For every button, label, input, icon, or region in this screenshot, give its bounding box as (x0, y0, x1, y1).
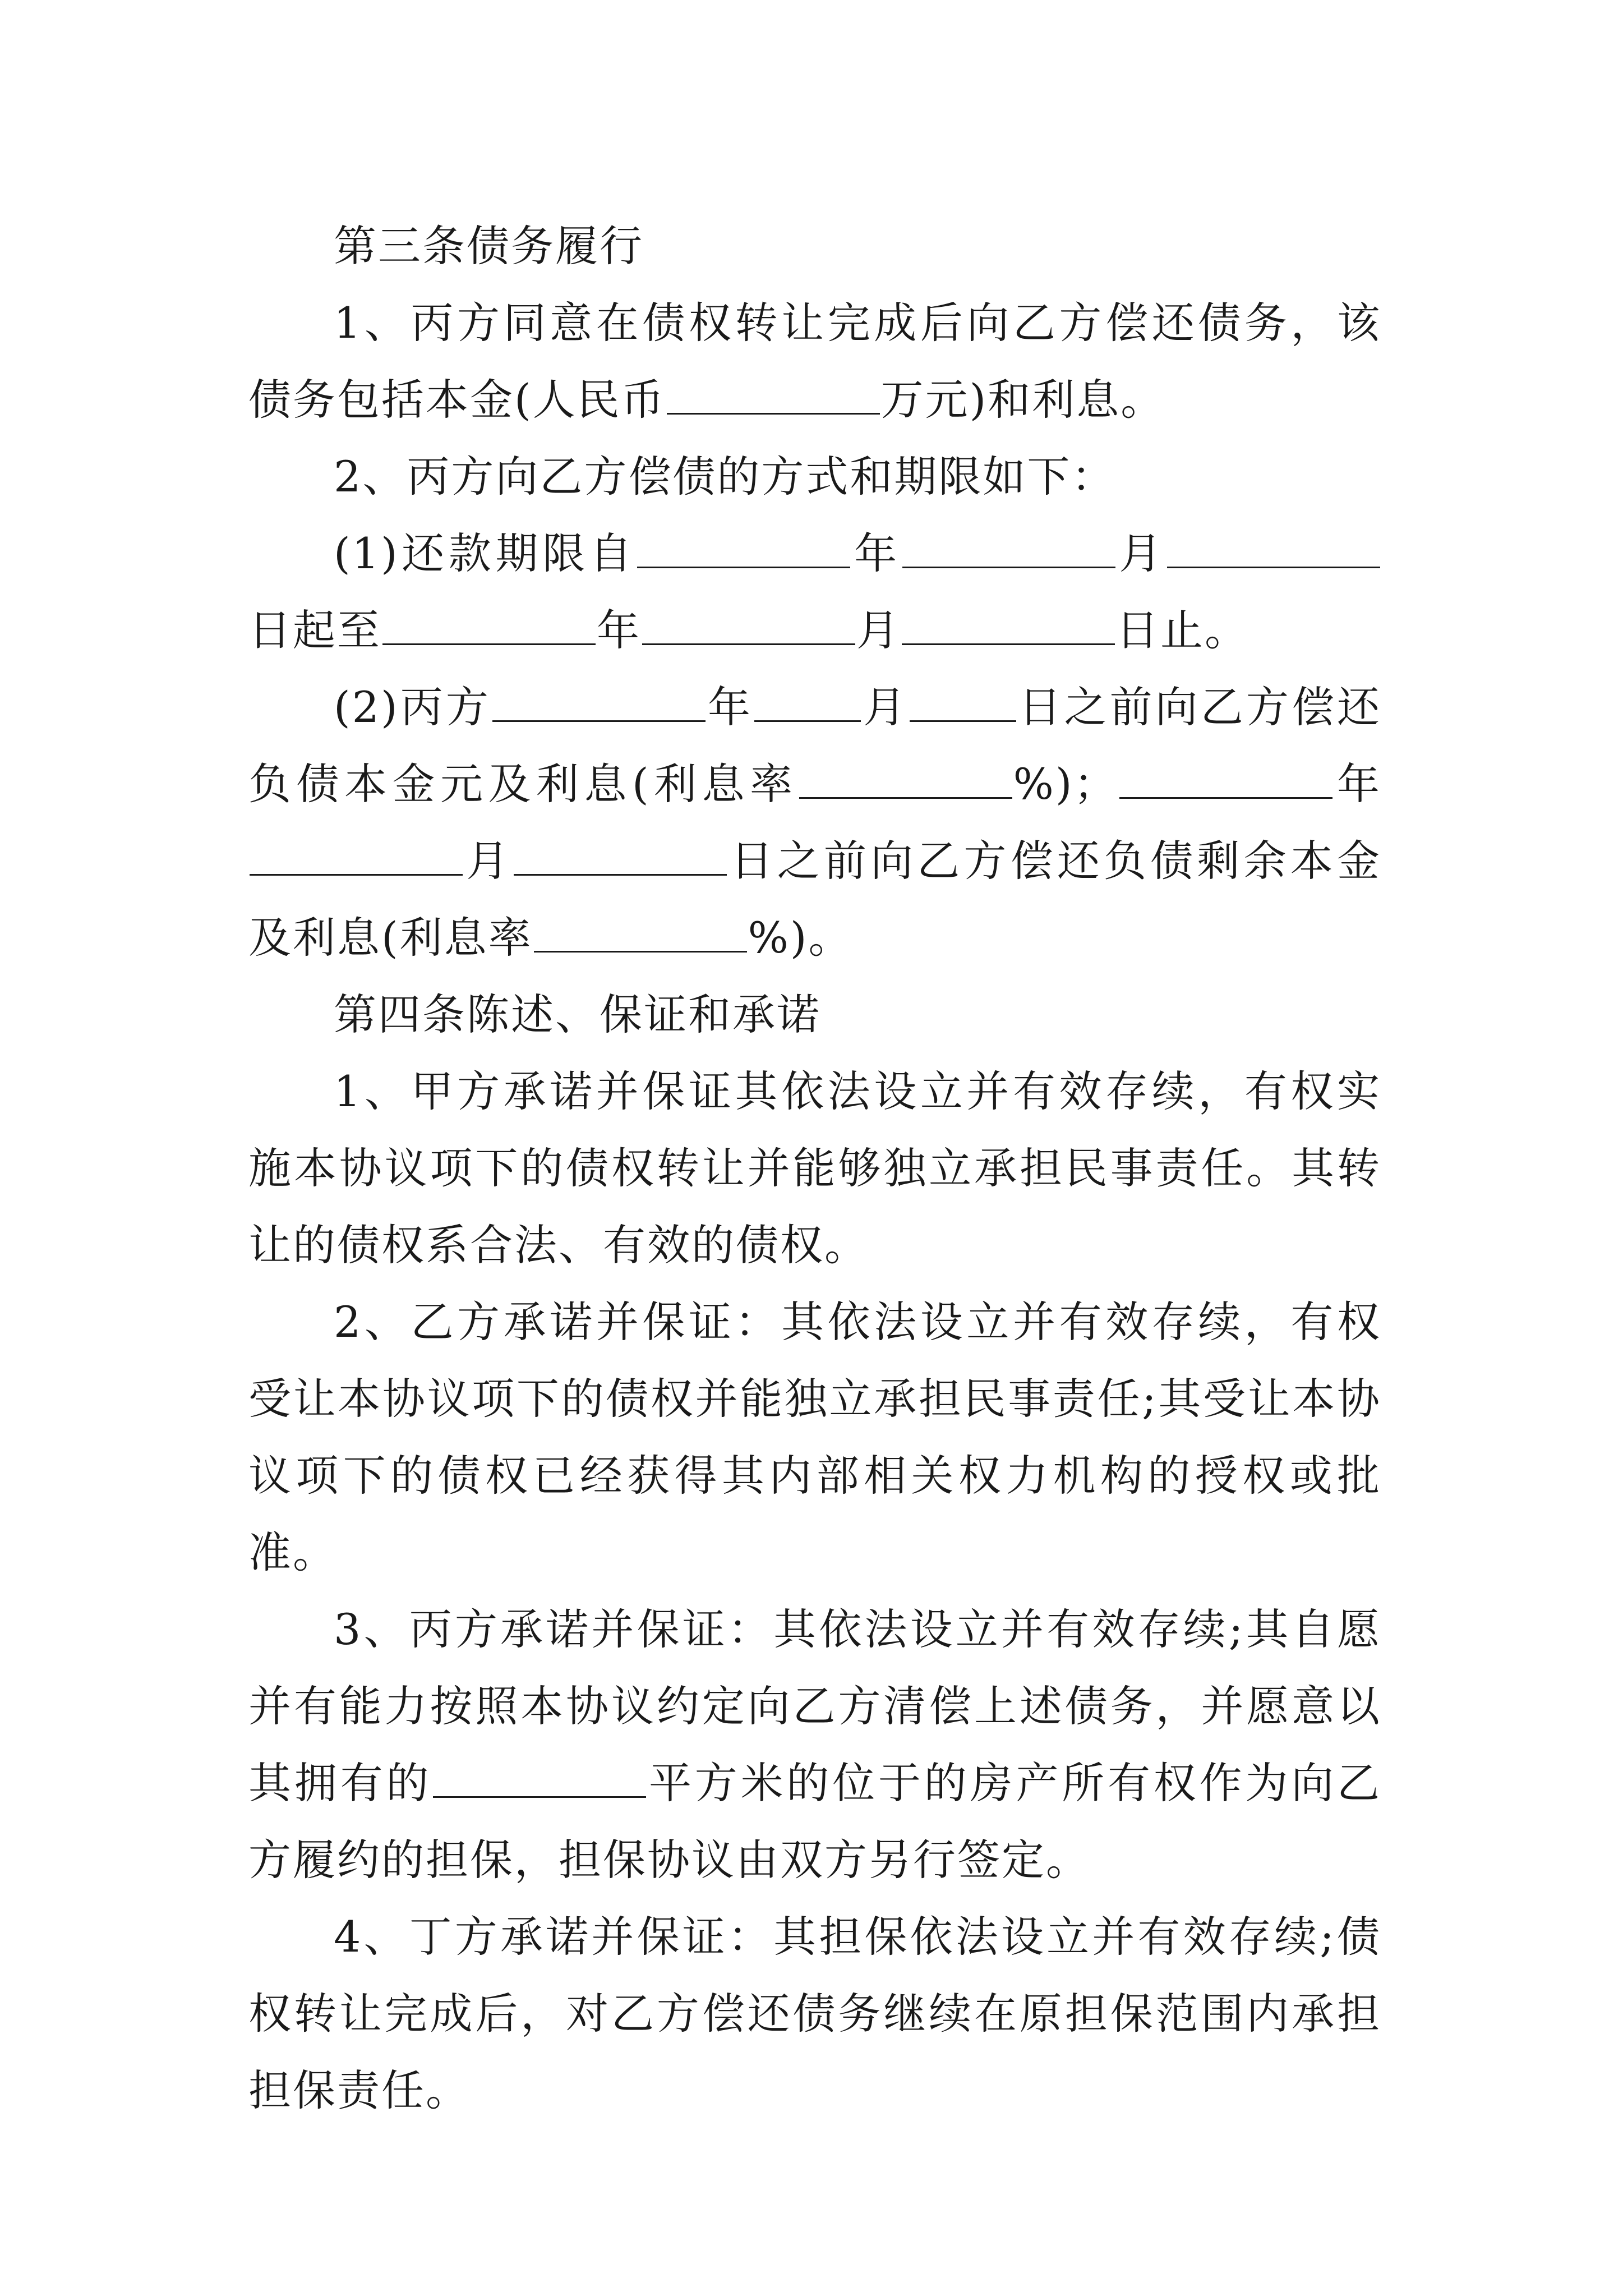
clause-text: 年 (706, 682, 754, 732)
article-3-clause-2-2 (248, 669, 1381, 976)
clause-text: 年 (851, 528, 901, 578)
second-payment-year-blank (1119, 762, 1332, 799)
start-month-blank (902, 532, 1115, 568)
first-payment-day-blank (910, 685, 1016, 722)
article-4-heading (248, 976, 1381, 1053)
first-payment-month-blank (754, 685, 861, 722)
clause-text: 日起至 (248, 605, 381, 655)
clause-text: 1、丙方同意在债权转让完成后向乙方偿还债务，该债务包括本金(人民币 (248, 298, 1381, 425)
article-4-clause-2 (248, 1283, 1381, 1591)
start-year-blank (637, 532, 850, 568)
clause-text: 4、丁方承诺并保证：其担保依法设立并有效存续;债权转让完成后，对乙方偿还债务继续在原担保范围内承担担保责任。 (248, 1912, 1381, 2115)
clause-text: (2)丙方 (334, 682, 491, 732)
article-4-heading-text: 第四条陈述、保证和承诺 (334, 990, 821, 1039)
clause-text: 月 (464, 836, 513, 886)
article-3-clause-1 (248, 284, 1381, 438)
clause-text: (1)还款期限自 (334, 528, 637, 578)
clause-text: 年 (1333, 759, 1381, 809)
clause-text: %)。 (748, 913, 853, 963)
end-day-blank (902, 609, 1115, 645)
clause-text: 月 (856, 605, 901, 655)
clause-text: %)； (1013, 759, 1118, 809)
clause-text: 平方米的位于的房产所有权作为向乙方履约的担保，担保协议由双方另行签定。 (248, 1758, 1382, 1885)
article-3-clause-2-1 (248, 515, 1381, 669)
clause-text: 日之前向乙方偿还负债本金元及利息(利息率 (248, 682, 1382, 809)
clause-text: 2、乙方承诺并保证：其依法设立并有效存续，有权受让本协议项下的债权并能独立承担民事责任;其受让本协议项下的债权已经获得其内部相关权力机构的授权或批准。 (248, 1297, 1381, 1577)
article-4-clause-4 (248, 1898, 1381, 2129)
first-interest-rate-blank (799, 762, 1012, 799)
clause-text: 1、甲方承诺并保证其依法设立并有效存续，有权实施本协议项下的债权转让并能够独立承担民事责任。其转让的债权系合法、有效的债权。 (248, 1066, 1381, 1270)
clause-text: 万元)和利息。 (880, 375, 1165, 425)
article-3-clause-2 (248, 438, 1381, 515)
second-interest-rate-blank (534, 916, 747, 953)
clause-text: 2、丙方向乙方偿债的方式和期限如下： (334, 452, 1116, 501)
end-month-blank (642, 609, 855, 645)
clause-text: 年 (597, 605, 641, 655)
clause-text: 月 (862, 682, 909, 732)
article-4-clause-1 (248, 1053, 1381, 1283)
principal-amount-blank (667, 378, 880, 415)
clause-text: 3、丙方承诺并保证：其依法设立并有效存续;其自愿并有能力按照本协议约定向乙方清偿上述债务，并愿意以其拥有的 (248, 1604, 1381, 1808)
start-day-blank (1167, 532, 1380, 568)
clause-text: 日止。 (1116, 605, 1249, 655)
clause-text: 月 (1116, 528, 1166, 578)
clause-text: 日之前向乙方偿还负债剩余本金及利息(利息率 (248, 836, 1381, 963)
article-4-clause-3 (248, 1591, 1381, 1898)
article-3-heading (248, 208, 1381, 284)
second-payment-day-blank (514, 839, 727, 876)
property-area-blank (433, 1761, 646, 1798)
end-year-blank (382, 609, 596, 645)
article-3-heading-text: 第三条债务履行 (334, 221, 644, 271)
second-payment-month-blank (250, 839, 463, 876)
first-payment-year-blank (492, 685, 706, 722)
document-body (248, 208, 1381, 2129)
